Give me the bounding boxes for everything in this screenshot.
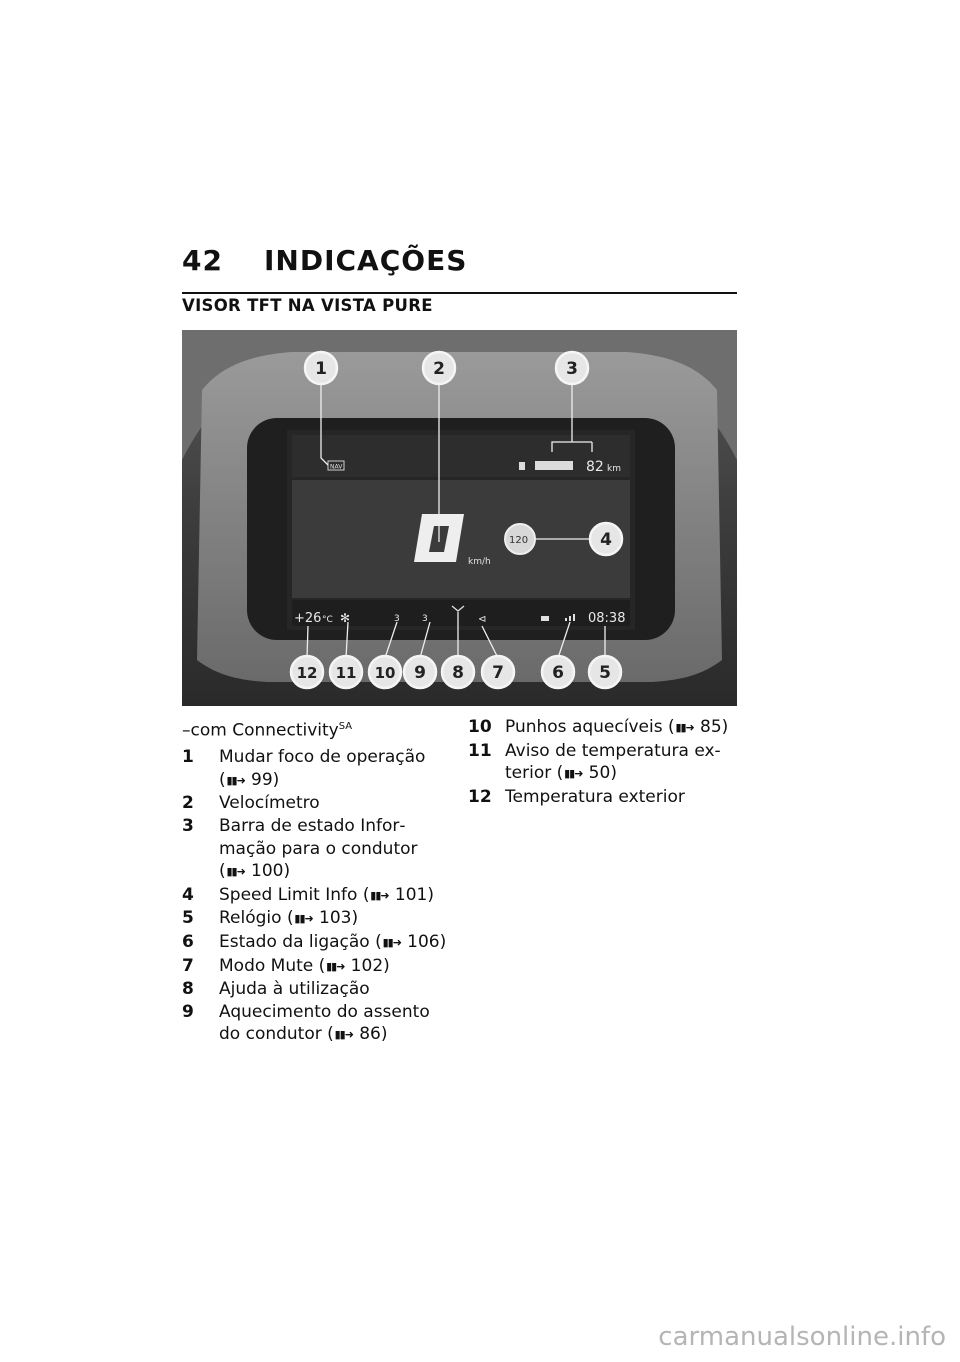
tft-display-figure (182, 330, 737, 706)
svg-text:11: 11 (335, 664, 357, 682)
legend-item-12 (468, 786, 738, 809)
callout-12 (291, 656, 323, 688)
callout-4 (590, 523, 622, 555)
legend-number: 9 (182, 1001, 194, 1022)
legend-number: 2 (182, 793, 194, 814)
outside-temperature: +26 (294, 611, 322, 626)
page-header (182, 236, 737, 282)
page-reference-arrow-icon: ▮▮➜ (334, 1028, 353, 1042)
page-reference-arrow-icon: ▮▮➜ (675, 721, 694, 734)
nav-indicator: NAV (330, 463, 343, 471)
legend-text: Ajuda à utilização (219, 979, 370, 1000)
legend-number: 1 (182, 747, 194, 768)
note-text: –com Connectivity (182, 720, 339, 741)
clock: 08:38 (588, 611, 626, 626)
legend-item-9 (182, 1001, 450, 1047)
range-value: 82 (586, 459, 604, 475)
heated-grips-level: 3 (394, 614, 400, 624)
legend-item-5 (182, 907, 450, 931)
legend-number: 11 (468, 740, 492, 761)
page-reference-arrow-icon: ▮▮➜ (564, 767, 583, 781)
legend-text: Temperatura exterior (505, 786, 685, 807)
page-reference[interactable]: (▮▮➜ 102) (313, 956, 390, 976)
callout-7 (482, 656, 514, 688)
callout-10 (369, 656, 401, 688)
legend-item-11 (468, 740, 738, 786)
page-reference-arrow-icon: ▮▮➜ (370, 888, 389, 902)
legend-text: Modo Mute (219, 955, 314, 976)
page-reference[interactable]: (▮▮➜ 101) (357, 885, 434, 905)
page-reference[interactable]: (▮▮➜ 99) (219, 770, 279, 790)
legend-right-column (468, 716, 738, 808)
page-reference-arrow-icon: ▮▮➜ (326, 959, 345, 973)
legend-text: Aquecimento do assento do condutor (219, 1001, 430, 1045)
svg-text:5: 5 (599, 663, 611, 683)
range-unit: km (607, 464, 621, 474)
svg-text:2: 2 (433, 359, 445, 379)
legend-number: 10 (468, 717, 492, 737)
svg-text:3: 3 (566, 359, 578, 379)
legend-item-2 (182, 792, 450, 815)
legend-item-3 (182, 815, 450, 884)
header-rule (182, 292, 737, 294)
legend-text: Speed Limit Info (219, 884, 358, 905)
svg-text:7: 7 (492, 663, 504, 683)
legend-item-1 (182, 746, 450, 792)
callout-3 (556, 352, 588, 384)
legend-item-7 (182, 955, 450, 979)
page-reference[interactable]: (▮▮➜ 86) (322, 1024, 388, 1044)
svg-text:9: 9 (414, 663, 426, 683)
legend-text: Relógio (219, 908, 282, 929)
callout-9 (404, 656, 436, 688)
callout-5 (589, 656, 621, 688)
callout-1 (305, 352, 337, 384)
note-superscript: SA (338, 721, 353, 732)
svg-text:✻: ✻ (340, 611, 351, 625)
callout-2 (423, 352, 455, 384)
svg-text:10: 10 (374, 664, 396, 682)
legend-text: Velocímetro (219, 793, 320, 814)
page-reference-arrow-icon: ▮▮➜ (294, 912, 313, 926)
connectivity-note (182, 716, 450, 742)
speed-unit: km/h (468, 557, 491, 567)
legend-text: Punhos aquecíveis (505, 717, 663, 737)
svg-text:4: 4 (600, 530, 612, 550)
legend-item-4 (182, 884, 450, 908)
legend-number: 8 (182, 979, 194, 1000)
legend-number: 12 (468, 786, 492, 807)
legend-item-6 (182, 931, 450, 955)
chapter-title: INDICAÇÕES (264, 244, 468, 277)
legend-text: Aviso de temperatura exterior (505, 740, 721, 784)
page-reference[interactable]: (▮▮➜ 100) (219, 861, 290, 881)
temperature-unit: °C (322, 615, 333, 625)
legend-number: 4 (182, 884, 194, 905)
legend-number: 6 (182, 932, 194, 952)
legend-text: Mudar foco de operação (219, 747, 426, 768)
callout-6 (542, 656, 574, 688)
callout-11 (330, 656, 362, 688)
legend-number: 3 (182, 816, 194, 837)
legend-number: 7 (182, 955, 194, 976)
svg-text:⊲: ⊲ (478, 614, 487, 625)
page-reference[interactable]: (▮▮➜ 50) (551, 763, 617, 783)
legend-left-column (182, 716, 450, 1047)
svg-text:12: 12 (296, 664, 318, 682)
legend-number: 5 (182, 908, 194, 929)
svg-text:8: 8 (452, 663, 464, 683)
page-reference[interactable]: (▮▮➜ 106) (370, 932, 447, 952)
svg-text:1: 1 (315, 359, 327, 379)
page-reference[interactable]: (▮▮➜ 85) (663, 717, 729, 737)
page-number: 42 (182, 244, 223, 277)
page-reference[interactable]: (▮▮➜ 103) (282, 908, 359, 928)
legend-text: Estado da ligação (219, 932, 370, 952)
watermark: carmanualsonline.info (658, 1322, 946, 1352)
callout-8 (442, 656, 474, 688)
legend-item-10 (468, 716, 738, 740)
legend-item-8 (182, 978, 450, 1001)
speed-limit-value: 120 (509, 535, 529, 546)
legend-text: Barra de estado Informação para o condutor (219, 816, 418, 859)
page-reference-arrow-icon: ▮▮➜ (226, 865, 245, 879)
heated-seat-level: 3 (422, 614, 428, 624)
section-title: VISOR TFT NA VISTA PURE (182, 296, 433, 315)
svg-text:6: 6 (552, 663, 564, 683)
callout-markers (182, 330, 737, 706)
page-reference-arrow-icon: ▮▮➜ (226, 773, 245, 787)
page-reference-arrow-icon: ▮▮➜ (382, 936, 401, 949)
